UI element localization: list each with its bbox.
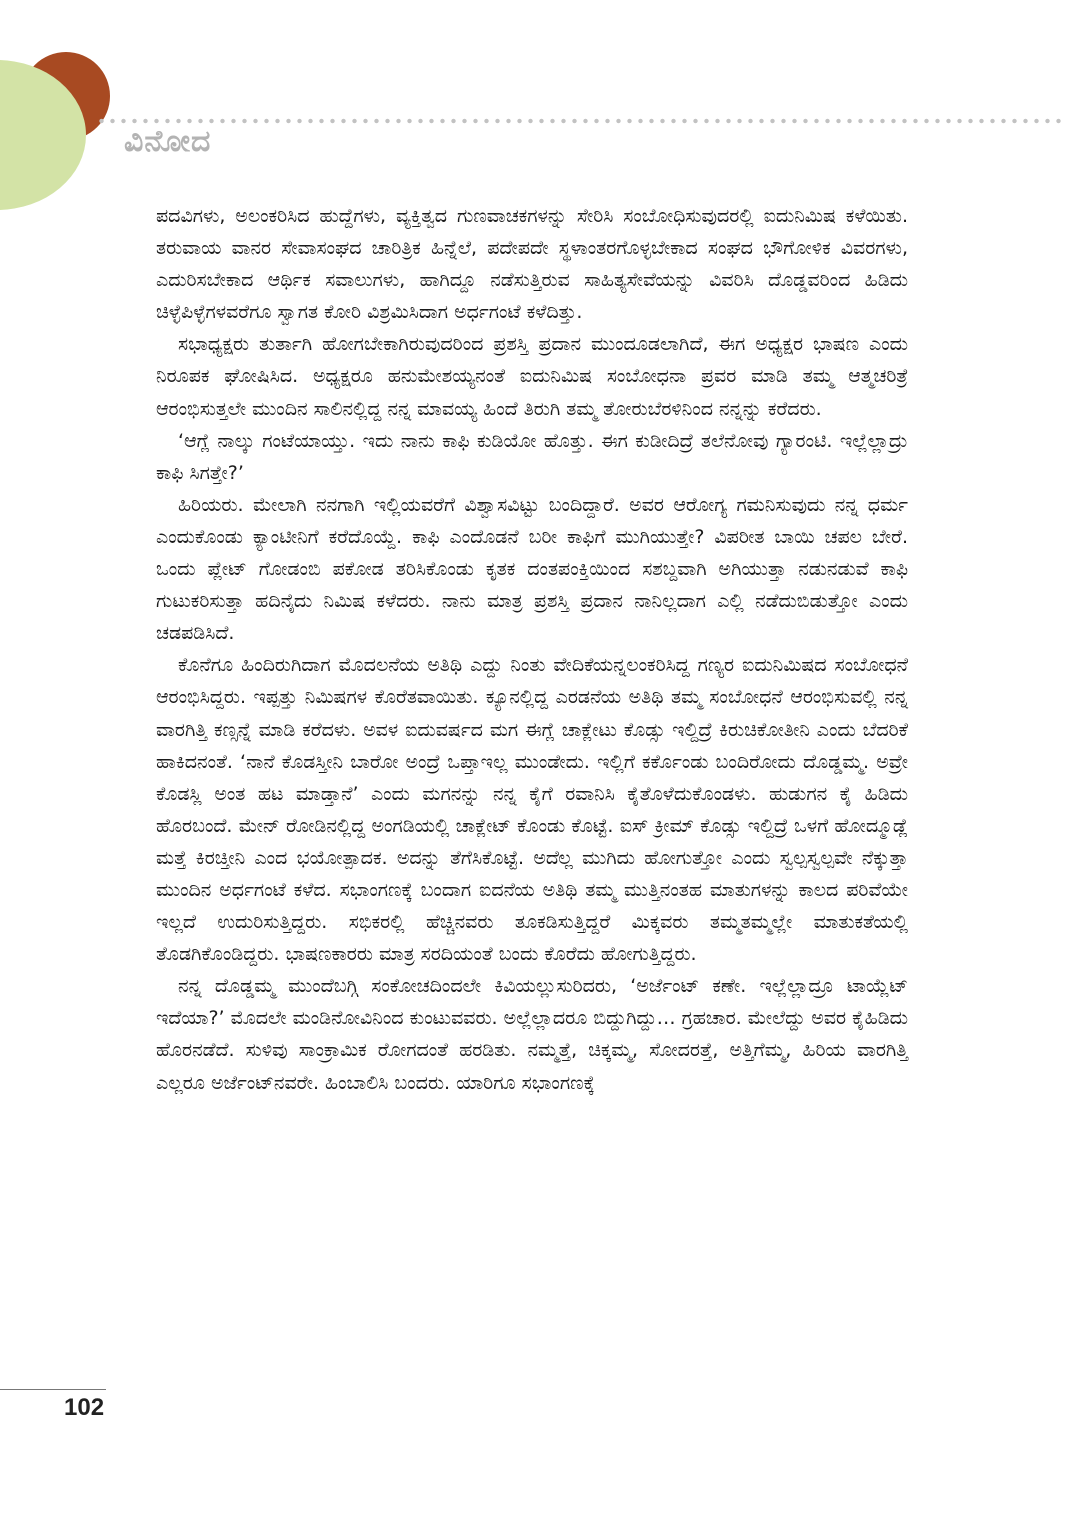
paragraph: ಹಿರಿಯರು. ಮೇಲಾಗಿ ನನಗಾಗಿ ಇಲ್ಲಿಯವರೆಗೆ ವಿಶ್ವಾಸವಿಟ್ಟು ಬಂದಿದ್ದಾರೆ. ಅವರ ಆರೋಗ್ಯ ಗಮನಿಸುವುದು ನನ್ನ ಧರ್ಮ ಎಂದುಕೊಂಡು ಕ್ಯಾಂಟೀನಿಗೆ ಕರೆದೊಯ್ದೆ. ಕಾಫಿ ಎಂದೊಡನೆ ಬರೀ ಕಾಫಿಗೆ ಮುಗಿಯುತ್ತೇ? ವಿಪರೀತ ಬಾಯಿ ಚಪಲ ಬೇರೆ. ಒಂದು ಪ್ಲೇಟ್ ಗೋಡಂಬಿ ಪಕೋಡ ತರಿಸಿಕೊಂಡು ಕೃತಕ ದಂತಪಂಕ್ತಿಯಿಂದ ಸಶಬ್ದವಾಗಿ ಅಗಿಯುತ್ತಾ ನಡುನಡುವೆ ಕಾಫಿ ಗುಟುಕರಿಸುತ್ತಾ ಹದಿನೈದು ನಿಮಿಷ ಕಳೆದರು. ನಾನು ಮಾತ್ರ ಪ್ರಶಸ್ತಿ ಪ್ರದಾನ ನಾನಿಲ್ಲದಾಗ ಎಲ್ಲಿ ನಡೆದುಬಿಡುತ್ತೋ ಎಂದು ಚಡಪಡಿಸಿದೆ. xyxy=(156,493,908,645)
paragraph: ಸಭಾಧ್ಯಕ್ಷರು ತುರ್ತಾಗಿ ಹೋಗಬೇಕಾಗಿರುವುದರಿಂದ ಪ್ರಶಸ್ತಿ ಪ್ರದಾನ ಮುಂದೂಡಲಾಗಿದೆ, ಈಗ ಅಧ್ಯಕ್ಷರ ಭಾಷಣ ಎಂದು ನಿರೂಪಕ ಘೋಷಿಸಿದ. ಅಧ್ಯಕ್ಷರೂ ಹನುಮೇಶಯ್ಯನಂತೆ ಐದುನಿಮಿಷ ಸಂಬೋಧನಾ ಪ್ರವರ ಮಾಡಿ ತಮ್ಮ ಆತ್ಮಚರಿತ್ರೆ ಆರಂಭಿಸುತ್ತಲೇ ಮುಂದಿನ ಸಾಲಿನಲ್ಲಿದ್ದ ನನ್ನ ಮಾವಯ್ಯ ಹಿಂದೆ ತಿರುಗಿ ತಮ್ಮ ತೋರುಬೆರಳಿನಿಂದ ನನ್ನನ್ನು ಕರೆದರು. xyxy=(156,333,908,420)
paragraph: ನನ್ನ ದೊಡ್ಡಮ್ಮ ಮುಂದೆಬಗ್ಗಿ ಸಂಕೋಚದಿಂದಲೇ ಕಿವಿಯಲ್ಲುಸುರಿದರು, ‘ಅರ್ಜೆಂಟ್ ಕಣೇ. ಇಲ್ಲೆಲ್ಲಾದ್ರೂ ಟಾಯ್ಲೆಟ್ ಇದೆಯಾ?’ ಮೊದಲೇ ಮಂಡಿನೋವಿನಿಂದ ಕುಂಟುವವರು. ಅಲ್ಲೆಲ್ಲಾದರೂ ಬಿದ್ದುಗಿದ್ದು… ಗ್ರಹಚಾರ. ಮೇಲೆದ್ದು ಅವರ ಕೈಹಿಡಿದು ಹೊರನಡೆದೆ. ಸುಳಿವು ಸಾಂಕ್ರಾಮಿಕ ರೋಗದಂತೆ ಹರಡಿತು. ನಮ್ಮತ್ತೆ, ಚಿಕ್ಕಮ್ಮ, ಸೋದರತ್ತೆ, ಅತ್ತಿಗೆಮ್ಮ, ಹಿರಿಯ ವಾರಗಿತ್ತಿ ಎಲ್ಲರೂ ಅರ್ಜೆಂಟ್‌ನವರೇ. ಹಿಂಬಾಲಿಸಿ ಬಂದರು. ಯಾರಿಗೂ ಸಭಾಂಗಣಕ್ಕೆ xyxy=(156,975,908,1094)
paragraph: ‘ಆಗ್ಲೆ ನಾಲ್ಕು ಗಂಟೆಯಾಯ್ತು. ಇದು ನಾನು ಕಾಫಿ ಕುಡಿಯೋ ಹೊತ್ತು. ಈಗ ಕುಡೀದಿದ್ರೆ ತಲೆನೋವು ಗ್ಯಾರಂಟಿ. ಇಲ್ಲೆಲ್ಲಾದ್ರು ಕಾಫಿ ಸಿಗತ್ತೇ?’ xyxy=(156,429,908,484)
body-text xyxy=(156,200,908,1099)
chapter-title: ವಿನೋದ xyxy=(124,124,212,159)
page-number-rule xyxy=(0,1389,106,1390)
paragraph: ಕೊನೆಗೂ ಹಿಂದಿರುಗಿದಾಗ ಮೊದಲನೆಯ ಅತಿಥಿ ಎದ್ದು ನಿಂತು ವೇದಿಕೆಯನ್ನಲಂಕರಿಸಿದ್ದ ಗಣ್ಯರ ಐದುನಿಮಿಷದ ಸಂಬೋಧನೆ ಆರಂಭಿಸಿದ್ದರು. ಇಪ್ಪತ್ತು ನಿಮಿಷಗಳ ಕೊರೆತವಾಯಿತು. ಕ್ಯೂನಲ್ಲಿದ್ದ ಎರಡನೆಯ ಅತಿಥಿ ತಮ್ಮ ಸಂಬೋಧನೆ ಆರಂಭಿಸುವಲ್ಲಿ ನನ್ನ ವಾರಗಿತ್ತಿ ಕಣ್ಸನ್ನೆ ಮಾಡಿ ಕರೆದಳು. ಅವಳ ಐದುವರ್ಷದ ಮಗ ಈಗ್ಲೆ ಚಾಕ್ಲೇಟು ಕೊಡ್ಸು ಇಲ್ದಿದ್ರೆ ಕಿರುಚಿಕೋತೀನಿ ಎಂದು ಬೆದರಿಕೆ ಹಾಕಿದನಂತೆ. ‘ನಾನೆ ಕೊಡಸ್ತೀನಿ ಬಾರೋ ಅಂದ್ರೆ ಒಪ್ತಾಇಲ್ಲ ಮುಂಡೇದು. ಇಲ್ಲಿಗೆ ಕರ್ಕೊಂಡು ಬಂದಿರೋದು ದೊಡ್ಡಮ್ಮ. ಅವ್ರೇ ಕೊಡಸ್ಲಿ ಅಂತ ಹಟ ಮಾಡ್ತಾನೆ’ ಎಂದು ಮಗನನ್ನು ನನ್ನ ಕೈಗೆ ರವಾನಿಸಿ ಕೈತೊಳೆದುಕೊಂಡಳು. ಹುಡುಗನ ಕೈ ಹಿಡಿದು ಹೊರಬಂದೆ. ಮೇನ್ ರೋಡಿನಲ್ಲಿದ್ದ ಅಂಗಡಿಯಲ್ಲಿ ಚಾಕ್ಲೇಟ್ ಕೊಂಡು ಕೊಟ್ಟೆ. ಐಸ್ ಕ್ರೀಮ್ ಕೊಡ್ಸು ಇಲ್ದಿದ್ರೆ ಒಳಗೆ ಹೋದ್ಮೂಡ್ಲೆ ಮತ್ತೆ ಕಿರಚ್ತೀನಿ ಎಂದ ಭಯೋತ್ಪಾದಕ. ಅದನ್ನು ತೆಗೆಸಿಕೊಟ್ಟೆ. ಅದೆಲ್ಲ ಮುಗಿದು ಹೋಗುತ್ತೋ ಎಂದು ಸ್ವಲ್ಪಸ್ವಲ್ಪವೇ ನೆಕ್ಕುತ್ತಾ ಮುಂದಿನ ಅರ್ಧಗಂಟೆ ಕಳೆದ. ಸಭಾಂಗಣಕ್ಕೆ ಬಂದಾಗ ಐದನೆಯ ಅತಿಥಿ ತಮ್ಮ ಮುತ್ತಿನಂತಹ ಮಾತುಗಳನ್ನು ಕಾಲದ ಪರಿವೆಯೇ ಇಲ್ಲದೆ ಉದುರಿಸುತ್ತಿದ್ದರು. ಸಭಿಕರಲ್ಲಿ ಹೆಚ್ಚಿನವರು ತೂಕಡಿಸುತ್ತಿದ್ದರೆ ಮಿಕ್ಕವರು ತಮ್ಮತಮ್ಮಲ್ಲೇ ಮಾತುಕತೆಯಲ್ಲಿ ತೊಡಗಿಕೊಂಡಿದ್ದರು. ಭಾಷಣಕಾರರು ಮಾತ್ರ ಸರದಿಯಂತೆ ಬಂದು ಕೊರೆದು ಹೋಗುತ್ತಿದ್ದರು. xyxy=(156,654,908,966)
paragraph: ಪದವಿಗಳು, ಅಲಂಕರಿಸಿದ ಹುದ್ದೆಗಳು, ವ್ಯಕ್ತಿತ್ವದ ಗುಣವಾಚಕಗಳನ್ನು ಸೇರಿಸಿ ಸಂಬೋಧಿಸುವುದರಲ್ಲಿ ಐದುನಿಮಿಷ ಕಳೆಯಿತು. ತರುವಾಯ ವಾನರ ಸೇವಾಸಂಘದ ಚಾರಿತ್ರಿಕ ಹಿನ್ನೆಲೆ, ಪದೇಪದೇ ಸ್ಥಳಾಂತರಗೊಳ್ಳಬೇಕಾದ ಸಂಘದ ಭೌಗೋಳಿಕ ವಿವರಗಳು, ಎದುರಿಸಬೇಕಾದ ಆರ್ಥಿಕ ಸವಾಲುಗಳು, ಹಾಗಿದ್ದೂ ನಡೆಸುತ್ತಿರುವ ಸಾಹಿತ್ಯಸೇವೆಯನ್ನು ವಿವರಿಸಿ ದೊಡ್ಡವರಿಂದ ಹಿಡಿದು ಚಿಳ್ಳೆಪಿಳ್ಳೆಗಳವರೆಗೂ ಸ್ವಾಗತ ಕೋರಿ ವಿಶ್ರಮಿಸಿದಾಗ ಅರ್ಧಗಂಟೆ ಕಳೆದಿತ್ತು. xyxy=(156,205,908,324)
dotted-rule xyxy=(96,118,1066,124)
page-number: 102 xyxy=(64,1394,105,1421)
